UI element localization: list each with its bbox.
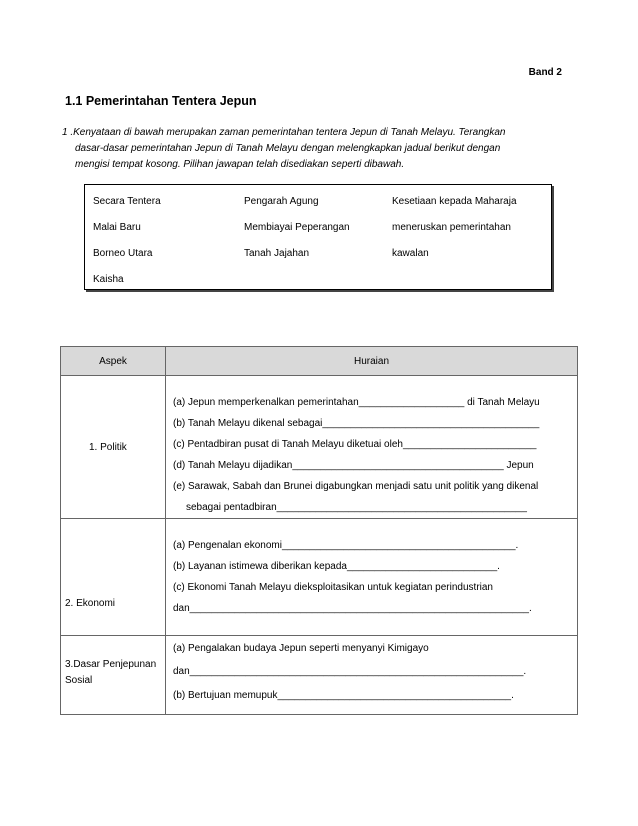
aspect-ekonomi — [61, 519, 166, 636]
section-title: 1.1 Pemerintahan Tentera Jepun — [65, 94, 257, 108]
instructions-line-2: dasar-dasar pemerintahan Jepun di Tanah Melayu dengan melengkapkan jadual berikut dengan — [75, 143, 501, 154]
politik-a[interactable]: (a) Jepun memperkenalkan pemerintahan___________________ di Tanah Melayu — [173, 397, 540, 408]
worksheet-table — [60, 346, 578, 715]
desc-politik — [166, 376, 578, 519]
choice-kesetiaan: Kesetiaan kepada Maharaja — [392, 196, 517, 207]
band-label: Band 2 — [528, 67, 562, 78]
table-row-ekonomi — [61, 519, 578, 636]
desc-sosial — [166, 636, 578, 715]
aspect-sosial-label: 3.Dasar Penjepunan Sosial — [65, 659, 157, 686]
header-huraian: Huraian — [166, 347, 578, 376]
header-aspect: Aspek — [61, 347, 166, 376]
desc-ekonomi — [166, 519, 578, 636]
ekonomi-d[interactable]: dan_____________________________________________________________. — [173, 603, 532, 614]
choice-secara-tentera: Secara Tentera — [93, 196, 161, 207]
table-header-row — [61, 347, 578, 376]
sosial-a2[interactable]: dan____________________________________________________________. — [173, 666, 527, 677]
aspect-ekonomi-label: 2. Ekonomi — [65, 597, 116, 609]
choice-membiayai: Membiayai Peperangan — [244, 222, 350, 233]
choice-kaisha: Kaisha — [93, 274, 124, 285]
sosial-a: (a) Pengalakan budaya Jepun seperti menyanyi Kimigayo — [173, 643, 429, 654]
choice-borneo-utara: Borneo Utara — [93, 248, 153, 259]
aspect-sosial — [61, 636, 166, 715]
politik-b[interactable]: (b) Tanah Melayu dikenal sebagai_______________________________________ — [173, 418, 540, 429]
politik-c[interactable]: (c) Pentadbiran pusat di Tanah Melayu diketuai oleh________________________ — [173, 439, 537, 450]
choice-kawalan: kawalan — [392, 248, 429, 259]
politik-d[interactable]: (d) Tanah Melayu dijadikan______________________________________ Jepun — [173, 460, 534, 471]
politik-e2[interactable]: sebagai pentadbiran_____________________________________________ — [186, 502, 527, 513]
answer-choices-box — [84, 184, 552, 290]
table-row-politik — [61, 376, 578, 519]
choice-meneruskan: meneruskan pemerintahan — [392, 222, 511, 233]
politik-e1: (e) Sarawak, Sabah dan Brunei digabungkan menjadi satu unit politik yang dikenal — [173, 481, 539, 492]
choice-pengarah-agung: Pengarah Agung — [244, 196, 319, 207]
sosial-b[interactable]: (b) Bertujuan memupuk__________________________________________. — [173, 690, 514, 701]
choice-tanah-jajahan: Tanah Jajahan — [244, 248, 310, 259]
choice-malai-baru: Malai Baru — [93, 222, 141, 233]
aspect-politik-label: 1. Politik — [89, 441, 127, 453]
ekonomi-b[interactable]: (b) Layanan istimewa diberikan kepada___________________________. — [173, 561, 500, 572]
instructions-line-1: 1 .Kenyataan di bawah merupakan zaman pemerintahan tentera Jepun di Tanah Melayu. Terangkan — [62, 127, 506, 138]
aspect-politik — [61, 376, 166, 519]
instructions — [62, 125, 562, 173]
ekonomi-c: (c) Ekonomi Tanah Melayu dieksploitasikan untuk kegiatan perindustrian — [173, 582, 493, 593]
table-row-sosial — [61, 636, 578, 715]
instructions-line-3: mengisi tempat kosong. Pilihan jawapan telah disediakan seperti dibawah. — [75, 159, 405, 170]
ekonomi-a[interactable]: (a) Pengenalan ekonomi__________________________________________. — [173, 540, 519, 551]
